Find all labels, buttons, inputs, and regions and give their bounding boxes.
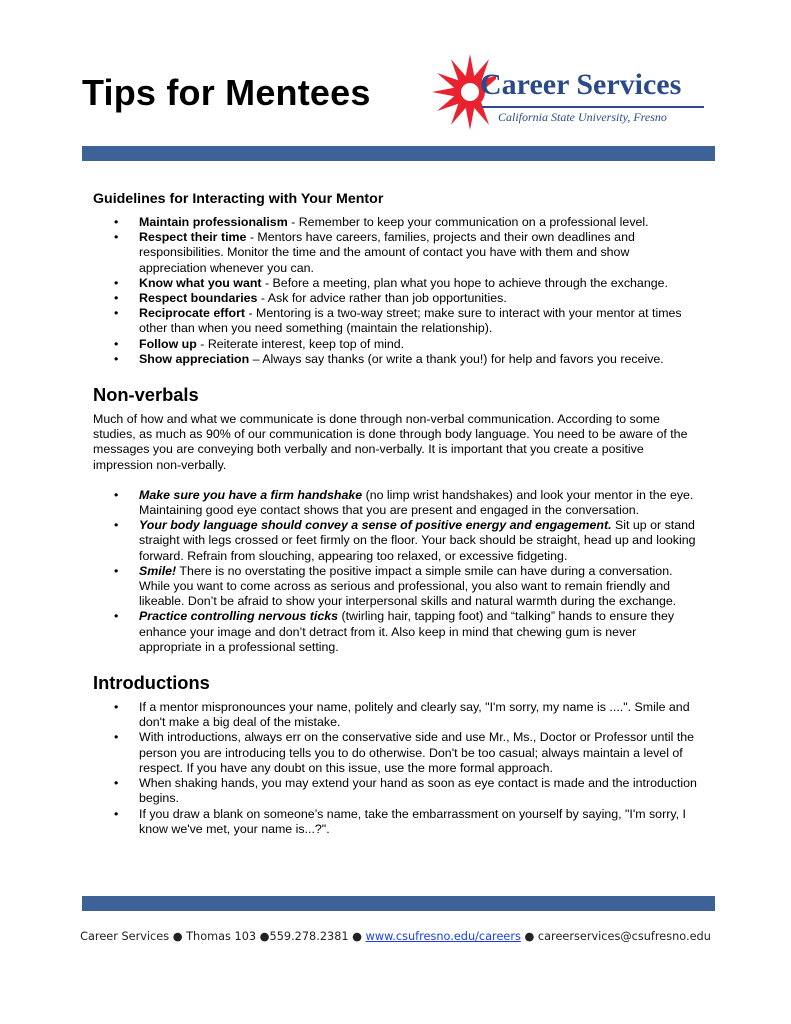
list-item-lead: Respect their time (139, 230, 247, 245)
page-title: Tips for Mentees (82, 72, 371, 113)
guidelines-heading: Guidelines for Interacting with Your Mentor (93, 191, 384, 207)
footer-contact: Career Services ● Thomas 103 ●559.278.2381 ● (80, 930, 366, 943)
list-item (93, 488, 698, 518)
list-item (93, 230, 698, 276)
list-item: • If a mentor mispronounces your name, politely and clearly say, "I'm sorry, my name is ....". Smile and don't make a big deal of the mistake. (93, 700, 698, 730)
list-item-text: (no limp wrist handshakes) and look your mentor in the eye. Maintaining good eye contact shows that you are present and engaged in the conversation. (139, 487, 694, 518)
list-item: • When shaking hands, you may extend your hand as soon as eye contact is made and the introduction begins. (93, 776, 698, 806)
list-item-lead: Show appreciation (139, 351, 250, 366)
logo-name: Career Services (480, 68, 682, 101)
introductions-heading: Introductions (93, 672, 210, 694)
list-item-text: - Reiterate interest, keep top of mind. (196, 336, 405, 351)
introductions-list (93, 700, 698, 837)
nonverbals-intro: Much of how and what we communicate is done through non-verbal communication. According to some studies, as much as 90% of our communication is done through body language. You need to be aware of the messages you are conveying both verbally and non-verbally. It is important that you create a positive impression non-verbally. (93, 412, 688, 472)
list-item-lead: Follow up (139, 336, 197, 351)
footer-divider-bar (82, 896, 715, 911)
nonverbals-heading: Non-verbals (93, 384, 199, 406)
header-divider-bar (82, 146, 715, 161)
list-item-text: - Ask for advice rather than job opportunities. (257, 291, 507, 306)
logo-rule (482, 106, 704, 108)
list-item-lead: Smile! (139, 563, 177, 578)
introductions-section (93, 672, 698, 837)
list-item-text: (twirling hair, tapping foot) and “talking” hands to ensure they enhance your image and don’t detract from it. Also keep in mind that chewing gum is never appropriate in a professional setting. (139, 609, 675, 654)
list-item (93, 276, 698, 291)
list-item-lead: Respect boundaries (139, 291, 258, 306)
guidelines-section (93, 190, 698, 367)
list-item-lead: Know what you want (139, 275, 262, 290)
list-item-text: - Mentoring is a two-way street; make sure to interact with your mentor at times other than when you need something (maintain the relationship). (139, 306, 682, 336)
logo-subtitle: California State University, Fresno (498, 110, 667, 124)
list-item (93, 215, 698, 230)
list-item (93, 609, 698, 655)
footer (0, 930, 791, 943)
nonverbals-section (93, 384, 698, 655)
list-item-lead: Your body language should convey a sense of positive energy and engagement. (139, 518, 612, 533)
list-item (93, 352, 698, 367)
list-item (93, 518, 698, 564)
list-item (93, 291, 698, 306)
list-item-lead: Maintain professionalism (139, 215, 288, 229)
list-item (93, 306, 698, 336)
list-item-text: – Always say thanks (or write a thank you!) for help and favors you receive. (249, 351, 664, 366)
list-item-text: - Remember to keep your communication on a professional level. (287, 215, 649, 229)
list-item-text: - Before a meeting, plan what you hope to achieve through the exchange. (261, 275, 668, 290)
list-item: • With introductions, always err on the conservative side and use Mr., Ms., Doctor or Professor until the person you are introducing tells you to do otherwise. Don't be too casual; always maintain a level of respect. If you have any doubt on this issue, use the more formal approach. (93, 730, 698, 776)
list-item-lead: Reciprocate effort (139, 306, 246, 321)
list-item-text: Sit up or stand straight with legs crossed or feet firmly on the floor. Your back should be straight, head up and looking forward. Refrain from slouching, appearing too relaxed, or excessive fidgeting. (139, 518, 696, 563)
list-item-lead: Practice controlling nervous ticks (139, 609, 339, 624)
list-item-text: - Mentors have careers, families, projects and their own deadlines and responsibilities. Monitor the time and the amount of contact you have with them and show appreciation whenever you can. (139, 230, 635, 275)
guidelines-list (93, 215, 698, 367)
career-services-logo (432, 48, 722, 130)
list-item-text: There is no overstating the positive impact a simple smile can have during a conversation. While you want to come across as serious and professional, you also want to remain friendly and likeable. Don’t be afraid to show your interpersonal skills and natural warmth during the exchange. (139, 563, 677, 609)
list-item (93, 564, 698, 610)
document-body (93, 190, 698, 837)
footer-email: ● careerservices@csufresno.edu (520, 930, 711, 943)
list-item: • If you draw a blank on someone’s name, take the embarrassment on yourself by saying, "I'm sorry, I know we've met, your name is...?". (93, 807, 698, 837)
list-item-lead: Make sure you have a firm handshake (139, 487, 363, 502)
nonverbals-list (93, 488, 698, 655)
careers-website-link[interactable]: www.csufresno.edu/careers (365, 930, 521, 943)
list-item (93, 337, 698, 352)
